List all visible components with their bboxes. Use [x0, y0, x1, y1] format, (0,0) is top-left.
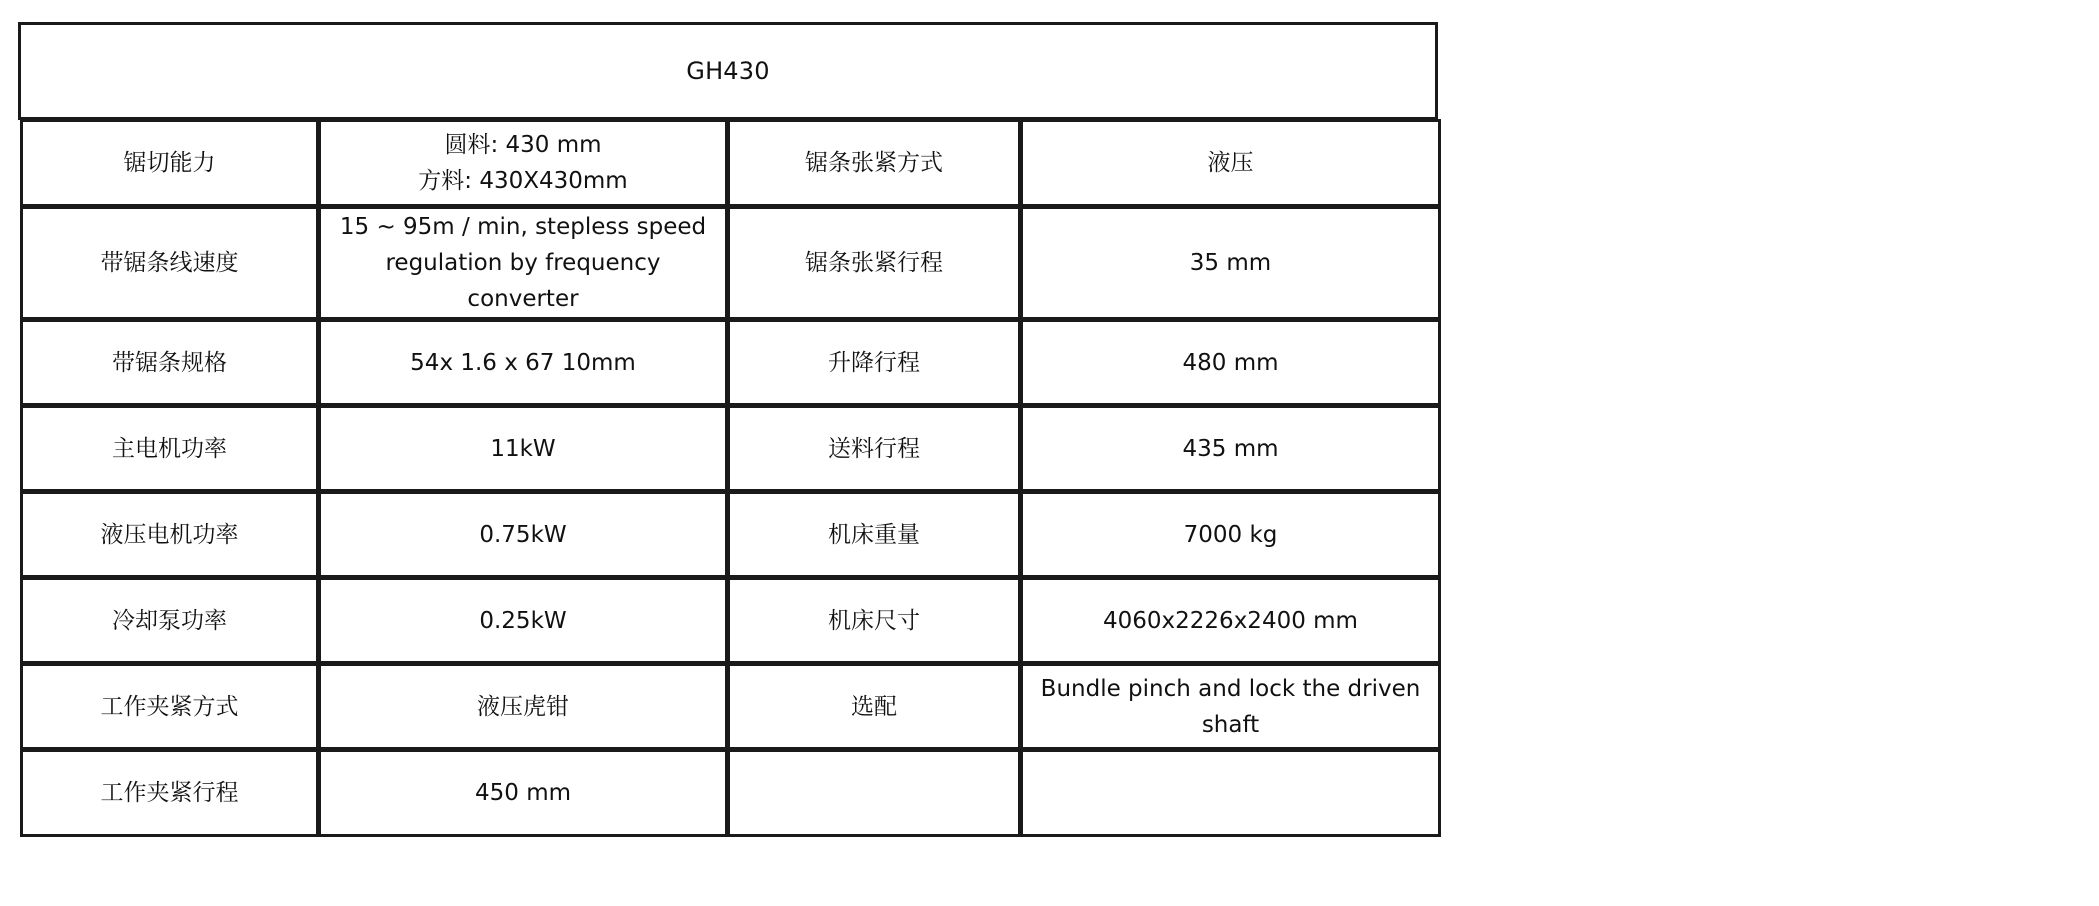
spec-label-cell: 升降行程 [728, 320, 1021, 406]
spec-label-cell: 选配 [728, 664, 1021, 750]
spec-label-cell: 机床重量 [728, 492, 1021, 578]
spec-value-cell: 450 mm [319, 750, 728, 836]
spec-value-line: 圆料: 430 mm [444, 132, 602, 158]
spec-label-cell [728, 750, 1021, 836]
spec-value-cell: 11kW [319, 406, 728, 492]
table-row [22, 406, 1440, 492]
spec-value-cell: 435 mm [1021, 406, 1440, 492]
spec-value-cell: 4060x2226x2400 mm [1021, 578, 1440, 664]
spec-value-cell: 480 mm [1021, 320, 1440, 406]
table-row [22, 578, 1440, 664]
table-row [22, 664, 1440, 750]
spec-sheet [18, 22, 1438, 837]
spec-value-cell: 液压 [1021, 121, 1440, 207]
spec-value-line: 15 ~ 95m / min, stepless speed [339, 214, 707, 240]
spec-value-line: regulation by frequency converter [385, 250, 661, 312]
spec-label-cell: 工作夹紧行程 [22, 750, 319, 836]
table-row [22, 750, 1440, 836]
spec-label-cell: 冷却泵功率 [22, 578, 319, 664]
spec-label-cell: 液压电机功率 [22, 492, 319, 578]
spec-value-cell: Bundle pinch and lock the driven shaft [1021, 664, 1440, 750]
spec-label-cell: 带锯条规格 [22, 320, 319, 406]
spec-value-cell [319, 207, 728, 320]
spec-label-cell: 送料行程 [728, 406, 1021, 492]
spec-label-cell: 锯切能力 [22, 121, 319, 207]
spec-label-cell: 带锯条线速度 [22, 207, 319, 320]
spec-value-cell: 35 mm [1021, 207, 1440, 320]
spec-label-cell: 锯条张紧方式 [728, 121, 1021, 207]
spec-value-cell [319, 121, 728, 207]
spec-value-line: 方料: 430X430mm [418, 168, 628, 194]
spec-value-cell [1021, 750, 1440, 836]
table-row [22, 121, 1440, 207]
spec-value-cell: 液压虎钳 [319, 664, 728, 750]
spec-label-cell: 工作夹紧方式 [22, 664, 319, 750]
table-row [22, 320, 1440, 406]
spec-label-cell: 主电机功率 [22, 406, 319, 492]
spec-label-cell: 机床尺寸 [728, 578, 1021, 664]
spec-label-cell: 锯条张紧行程 [728, 207, 1021, 320]
table-row [22, 207, 1440, 320]
spec-value-cell: 0.25kW [319, 578, 728, 664]
spec-table [20, 119, 1441, 837]
table-title: GH430 [18, 22, 1438, 120]
spec-value-cell: 0.75kW [319, 492, 728, 578]
table-row [22, 492, 1440, 578]
spec-value-cell: 54x 1.6 x 67 10mm [319, 320, 728, 406]
spec-value-cell: 7000 kg [1021, 492, 1440, 578]
